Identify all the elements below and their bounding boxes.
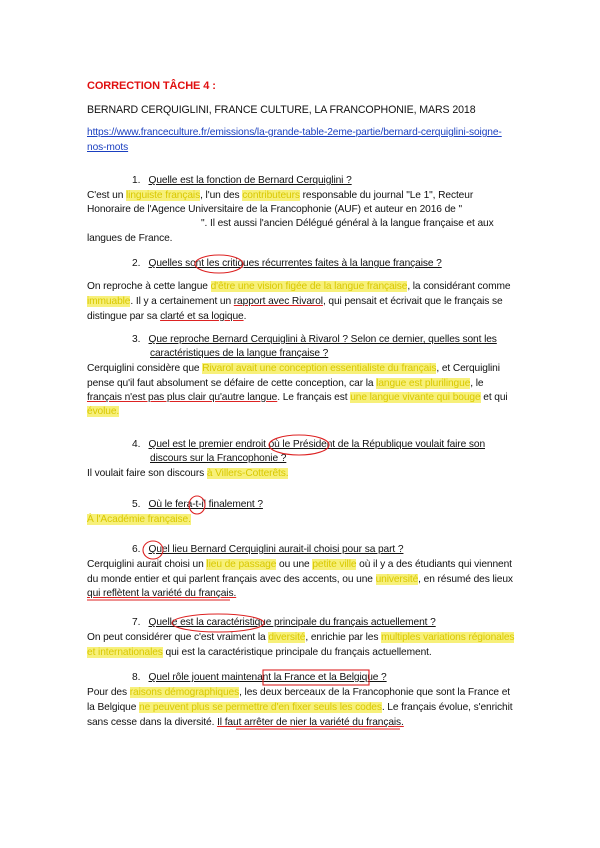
highlight: une langue vivante qui bouge (350, 392, 481, 403)
answer-1-line4: langues de France. (87, 233, 173, 244)
answer-7-line2: et internationales qui est la caractéristique principale du français actuellement. (87, 647, 432, 658)
question-7: 7. Quelle est la caractéristique principale du français actuellement ? (132, 617, 436, 628)
highlight: raisons démographiques (129, 687, 240, 698)
answer-3-line1: Cerquiglini considère que Rivarol avait une conception essentialiste du français, et Cerquiglini (87, 363, 500, 374)
answer-3-line4 (87, 405, 119, 419)
question-6: 6. Quel lieu Bernard Cerquiglini aurait-il choisi pour sa part ? (132, 544, 404, 555)
answer-6-line3: qui reflètent la variété du français. (87, 588, 237, 599)
highlight: diversité (268, 632, 306, 643)
question-5: 5. Où le fera-t-il finalement ? (132, 499, 263, 510)
answer-8-line1: Pour des raisons démographiques, les deux berceaux de la Francophonie que sont la France et (87, 687, 511, 698)
answer-1-line1: C'est un linguiste français, l'un des contributeurs responsable du journal "Le 1", Recteur (87, 190, 474, 201)
highlight: et internationales (87, 647, 163, 658)
answer-2-line3: distingue par sa clarté et sa logique. (87, 311, 247, 322)
source-link-line1[interactable]: https://www.franceculture.fr/emissions/la-grande-table-2eme-partie/bernard-cerquiglini-soigne- (87, 127, 502, 138)
answer-2-line2: immuable. Il y a certainement un rapport avec Rivarol, qui pensait et écrivait que le français se (87, 296, 503, 307)
highlight: d'être une vision figée de la langue française (210, 281, 408, 292)
highlight: lieu de passage (206, 559, 277, 570)
answer-6-line1: Cerquiglini aurait choisi un lieu de passage ou une petite ville où il y a des étudiants qui viennent (87, 559, 512, 570)
answer-8-line2: la Belgique ne peuvent plus se permettre d'en fixer seuls les codes. Le français évolue, s'enrichit (87, 702, 513, 713)
document-title: CORRECTION TÂCHE 4 : (87, 80, 216, 92)
highlight: petite ville (312, 559, 357, 570)
question-4-line2: discours sur la Francophonie ? (150, 453, 287, 464)
question-3-line2: caractéristiques de la langue française ? (150, 348, 329, 359)
question-2-text: Quelles sont les critiques récurrentes faites à la langue française ? (148, 258, 442, 269)
source-link-line2[interactable]: nos-mots (87, 142, 129, 153)
highlight: langue est plurilingue (376, 378, 471, 389)
question-2: 2. Quelles sont les critiques récurrentes faites à la langue française ? (132, 258, 442, 269)
highlight: ne peuvent plus se permettre d'en fixer seuls les codes (139, 702, 382, 713)
highlight: évolue. (87, 406, 120, 417)
document-subtitle: BERNARD CERQUIGLINI, FRANCE CULTURE, LA FRANCOPHONIE, MARS 2018 (87, 104, 476, 116)
answer-6-line2: du monde entier et qui parlent français avec des accents, ou une université, en résumé des lieux (87, 574, 513, 585)
highlight: immuable (87, 296, 131, 307)
answer-2-line1: On reproche à cette langue d'être une vision figée de la langue française, la considérant comme (87, 281, 511, 292)
question-3-line1: 3. Que reproche Bernard Cerquiglini à Rivarol ? Selon ce dernier, quelles sont les (132, 334, 497, 345)
answer-5-line1 (87, 513, 191, 527)
answer-1-line2: Honoraire de l'Agence Universitaire de la Francophonie (AUF) et auteur en 2016 de " (87, 204, 462, 215)
highlight: linguiste français (126, 190, 201, 201)
answer-1-line3: ". Il est aussi l'ancien Délégué général à la langue française et aux (201, 218, 494, 229)
question-1-text: Quelle est la fonction de Bernard Cerquiglini ? (148, 175, 352, 186)
answer-3-line3: français n'est pas plus clair qu'autre langue. Le français est une langue vivante qui bouge et qui (87, 392, 508, 403)
question-8: 8. Quel rôle jouent maintenant la France et la Belgique ? (132, 672, 387, 683)
answer-7-line1: On peut considérer que c'est vraiment la diversité, enrichie par les multiples variations régionales (87, 632, 515, 643)
question-4-line1: 4. Quel est le premier endroit où le Président de la République voulait faire son (132, 439, 486, 450)
answer-4-line1: Il voulait faire son discours à Villers-Cotterêts. (87, 468, 289, 479)
highlight: à Villers-Cotterêts. (206, 468, 289, 479)
answer-3-line2: pense qu'il faut absolument se défaire de cette conception, car la langue est plurilingue, le (87, 378, 484, 389)
highlight: À l'Académie française. (87, 514, 191, 525)
answer-8-line3: sans cesse dans la diversité. Il faut arrêter de nier la variété du français. (87, 717, 404, 728)
highlight: université (375, 574, 419, 585)
highlight: multiples variations régionales (381, 632, 515, 643)
highlight: Rivarol avait une conception essentialiste du français (202, 363, 437, 374)
highlight: contributeurs (242, 190, 300, 201)
question-1: 1. Quelle est la fonction de Bernard Cerquiglini ? (132, 175, 352, 186)
